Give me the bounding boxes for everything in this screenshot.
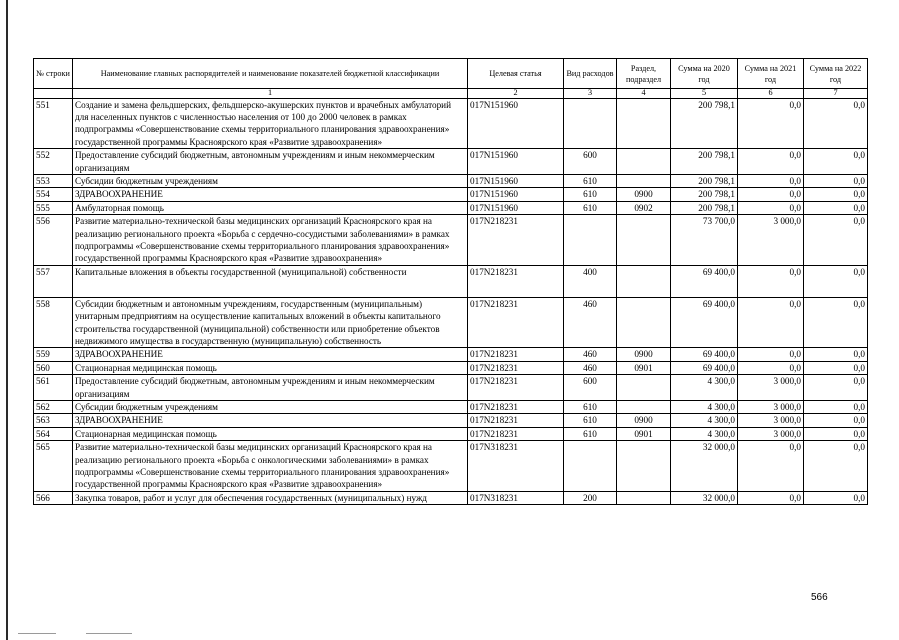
target-article-cell: 017N151960 [468,98,564,149]
section-cell [617,297,671,348]
target-article-cell: 017N318231 [468,441,564,492]
row-number-cell: 561 [34,375,73,401]
section-cell [617,149,671,175]
sum-2022-cell: 0,0 [804,414,868,427]
target-article-cell: 017N151960 [468,149,564,175]
row-name-cell: Создание и замена фельдшерских, фельдшерско-акушерских пунктов и врачебных амбулаторий для населенных пунктов с численностью населения от 100 до 2000 человек в рамках подпрограммы «Совершенствование схемы территориального планирования здравоохранения» государственной программы Красноярского края «Развитие здравоохранения» [73,98,468,149]
sum-2020-cell: 69 400,0 [671,348,738,361]
target-article-cell: 017N218231 [468,215,564,266]
column-number: 7 [804,89,868,99]
table-header-row [34,59,868,89]
section-cell: 0902 [617,201,671,214]
budget-table [33,58,868,505]
section-cell [617,215,671,266]
sum-2021-cell: 0,0 [738,188,804,201]
header-expense-type: Вид расходов [564,59,617,89]
sum-2021-cell: 0,0 [738,201,804,214]
row-name-cell: Амбулаторная помощь [73,201,468,214]
row-name-cell: Развитие материально-технической базы медицинских организаций Красноярского края на реализацию регионального проекта «Борьба с сердечно-сосудистыми заболеваниями» в рамках подпрограммы «Совершенствование схемы территориального планирования здравоохранения» государственной программы Красноярского края «Развитие здравоохранения» [73,215,468,266]
sum-2020-cell: 4 300,0 [671,375,738,401]
sum-2022-cell: 0,0 [804,441,868,492]
target-article-cell: 017N218231 [468,348,564,361]
sum-2022-cell: 0,0 [804,201,868,214]
table-row [34,149,868,175]
column-number: 3 [564,89,617,99]
table-row [34,188,868,201]
row-number-cell: 555 [34,201,73,214]
sum-2022-cell: 0,0 [804,297,868,348]
sum-2021-cell: 0,0 [738,174,804,187]
expense-type-cell: 600 [564,149,617,175]
section-cell: 0901 [617,427,671,440]
row-number-cell: 564 [34,427,73,440]
sum-2022-cell: 0,0 [804,375,868,401]
sum-2020-cell: 69 400,0 [671,297,738,348]
table-row [34,491,868,504]
header-row-number: № строки [34,59,73,89]
sum-2020-cell: 4 300,0 [671,427,738,440]
sum-2021-cell: 3 000,0 [738,401,804,414]
row-number-cell: 562 [34,401,73,414]
row-name-cell: Стационарная медицинская помощь [73,427,468,440]
sum-2020-cell: 73 700,0 [671,215,738,266]
expense-type-cell: 610 [564,201,617,214]
sum-2022-cell: 0,0 [804,348,868,361]
table-row [34,215,868,266]
target-article-cell: 017N218231 [468,401,564,414]
sum-2020-cell: 200 798,1 [671,201,738,214]
target-article-cell: 017N151960 [468,188,564,201]
target-article-cell: 017N218231 [468,361,564,374]
row-name-cell: Развитие материально-технической базы медицинских организаций Красноярского края на реализацию регионального проекта «Борьба с онкологическими заболеваниями» в рамках подпрограммы «Совершенствование схемы территориального планирования здравоохранения» государственной программы Красноярского края «Развитие здравоохранения» [73,441,468,492]
expense-type-cell: 460 [564,348,617,361]
header-name: Наименование главных распорядителей и наименование показателей бюджетной классификации [73,59,468,89]
row-number-cell: 563 [34,414,73,427]
row-number-cell: 565 [34,441,73,492]
expense-type-cell: 610 [564,414,617,427]
row-name-cell: Предоставление субсидий бюджетным, автономным учреждениям и иным некоммерческим организациям [73,375,468,401]
column-number: 1 [73,89,468,99]
sum-2021-cell: 0,0 [738,491,804,504]
sum-2020-cell: 4 300,0 [671,401,738,414]
section-cell: 0900 [617,188,671,201]
table-row [34,441,868,492]
expense-type-cell: 400 [564,265,617,297]
section-cell: 0900 [617,348,671,361]
sum-2022-cell: 0,0 [804,98,868,149]
section-cell [617,491,671,504]
row-name-cell: Субсидии бюджетным и автономным учреждениям, государственным (муниципальным) унитарным предприятиям на осуществление капитальных вложений в объекты капитального строительства государственной (муниципальной) собственности или приобретение объектов недвижимого имущества в государственную (муниципальную) собственность [73,297,468,348]
table-row [34,361,868,374]
sum-2021-cell: 0,0 [738,348,804,361]
sum-2020-cell: 69 400,0 [671,265,738,297]
sum-2022-cell: 0,0 [804,265,868,297]
sum-2022-cell: 0,0 [804,215,868,266]
header-target-article: Целевая статья [468,59,564,89]
expense-type-cell: 610 [564,174,617,187]
expense-type-cell: 460 [564,297,617,348]
expense-type-cell: 600 [564,375,617,401]
row-number-cell: 553 [34,174,73,187]
sum-2020-cell: 200 798,1 [671,98,738,149]
sum-2022-cell: 0,0 [804,149,868,175]
sum-2020-cell: 69 400,0 [671,361,738,374]
table-row [34,297,868,348]
table-row [34,427,868,440]
section-cell: 0900 [617,414,671,427]
section-cell [617,265,671,297]
sum-2020-cell: 32 000,0 [671,491,738,504]
sum-2021-cell: 0,0 [738,441,804,492]
table-row [34,375,868,401]
expense-type-cell: 200 [564,491,617,504]
page-number: 566 [811,592,828,603]
scan-edge [6,0,8,640]
row-name-cell: ЗДРАВООХРАНЕНИЕ [73,348,468,361]
row-name-cell: Субсидии бюджетным учреждениям [73,174,468,187]
column-number [34,89,73,99]
target-article-cell: 017N151960 [468,201,564,214]
sum-2021-cell: 0,0 [738,149,804,175]
row-number-cell: 558 [34,297,73,348]
table-row [34,401,868,414]
column-number: 2 [468,89,564,99]
table-body [34,98,868,505]
target-article-cell: 017N151960 [468,174,564,187]
header-sum-2022: Сумма на 2022 год [804,59,868,89]
header-sum-2020: Сумма на 2020 год [671,59,738,89]
row-number-cell: 566 [34,491,73,504]
target-article-cell: 017N218231 [468,297,564,348]
row-name-cell: Предоставление субсидий бюджетным, автономным учреждениям и иным некоммерческим организациям [73,149,468,175]
sum-2021-cell: 0,0 [738,297,804,348]
header-section: Раздел, подраздел [617,59,671,89]
section-cell [617,441,671,492]
column-number: 6 [738,89,804,99]
table-row [34,174,868,187]
scan-artifact [86,633,132,634]
column-number: 4 [617,89,671,99]
scan-artifact [18,633,56,634]
column-number-row [34,89,868,99]
sum-2020-cell: 4 300,0 [671,414,738,427]
section-cell: 0901 [617,361,671,374]
target-article-cell: 017N218231 [468,427,564,440]
row-number-cell: 552 [34,149,73,175]
sum-2022-cell: 0,0 [804,361,868,374]
sum-2021-cell: 3 000,0 [738,427,804,440]
row-number-cell: 560 [34,361,73,374]
table-row [34,414,868,427]
expense-type-cell [564,98,617,149]
expense-type-cell: 610 [564,188,617,201]
sum-2022-cell: 0,0 [804,491,868,504]
sum-2022-cell: 0,0 [804,188,868,201]
row-name-cell: Стационарная медицинская помощь [73,361,468,374]
sum-2020-cell: 200 798,1 [671,149,738,175]
sum-2022-cell: 0,0 [804,427,868,440]
row-name-cell: Закупка товаров, работ и услуг для обеспечения государственных (муниципальных) нужд [73,491,468,504]
row-number-cell: 551 [34,98,73,149]
section-cell [617,98,671,149]
target-article-cell: 017N218231 [468,375,564,401]
expense-type-cell: 460 [564,361,617,374]
sum-2021-cell: 0,0 [738,265,804,297]
table-row [34,265,868,297]
expense-type-cell [564,215,617,266]
target-article-cell: 017N318231 [468,491,564,504]
sum-2021-cell: 3 000,0 [738,375,804,401]
row-name-cell: Субсидии бюджетным учреждениям [73,401,468,414]
section-cell [617,174,671,187]
row-number-cell: 559 [34,348,73,361]
row-name-cell: ЗДРАВООХРАНЕНИЕ [73,188,468,201]
expense-type-cell: 610 [564,401,617,414]
section-cell [617,401,671,414]
sum-2021-cell: 0,0 [738,361,804,374]
sum-2022-cell: 0,0 [804,174,868,187]
section-cell [617,375,671,401]
sum-2020-cell: 200 798,1 [671,174,738,187]
header-sum-2021: Сумма на 2021 год [738,59,804,89]
sum-2020-cell: 200 798,1 [671,188,738,201]
sum-2021-cell: 3 000,0 [738,414,804,427]
row-number-cell: 557 [34,265,73,297]
column-number: 5 [671,89,738,99]
row-number-cell: 556 [34,215,73,266]
table-row [34,348,868,361]
expense-type-cell: 610 [564,427,617,440]
row-name-cell: Капитальные вложения в объекты государственной (муниципальной) собственности [73,265,468,297]
row-number-cell: 554 [34,188,73,201]
expense-type-cell [564,441,617,492]
table-row [34,98,868,149]
target-article-cell: 017N218231 [468,265,564,297]
row-name-cell: ЗДРАВООХРАНЕНИЕ [73,414,468,427]
sum-2021-cell: 0,0 [738,98,804,149]
sum-2022-cell: 0,0 [804,401,868,414]
sum-2020-cell: 32 000,0 [671,441,738,492]
target-article-cell: 017N218231 [468,414,564,427]
sum-2021-cell: 3 000,0 [738,215,804,266]
table-row [34,201,868,214]
